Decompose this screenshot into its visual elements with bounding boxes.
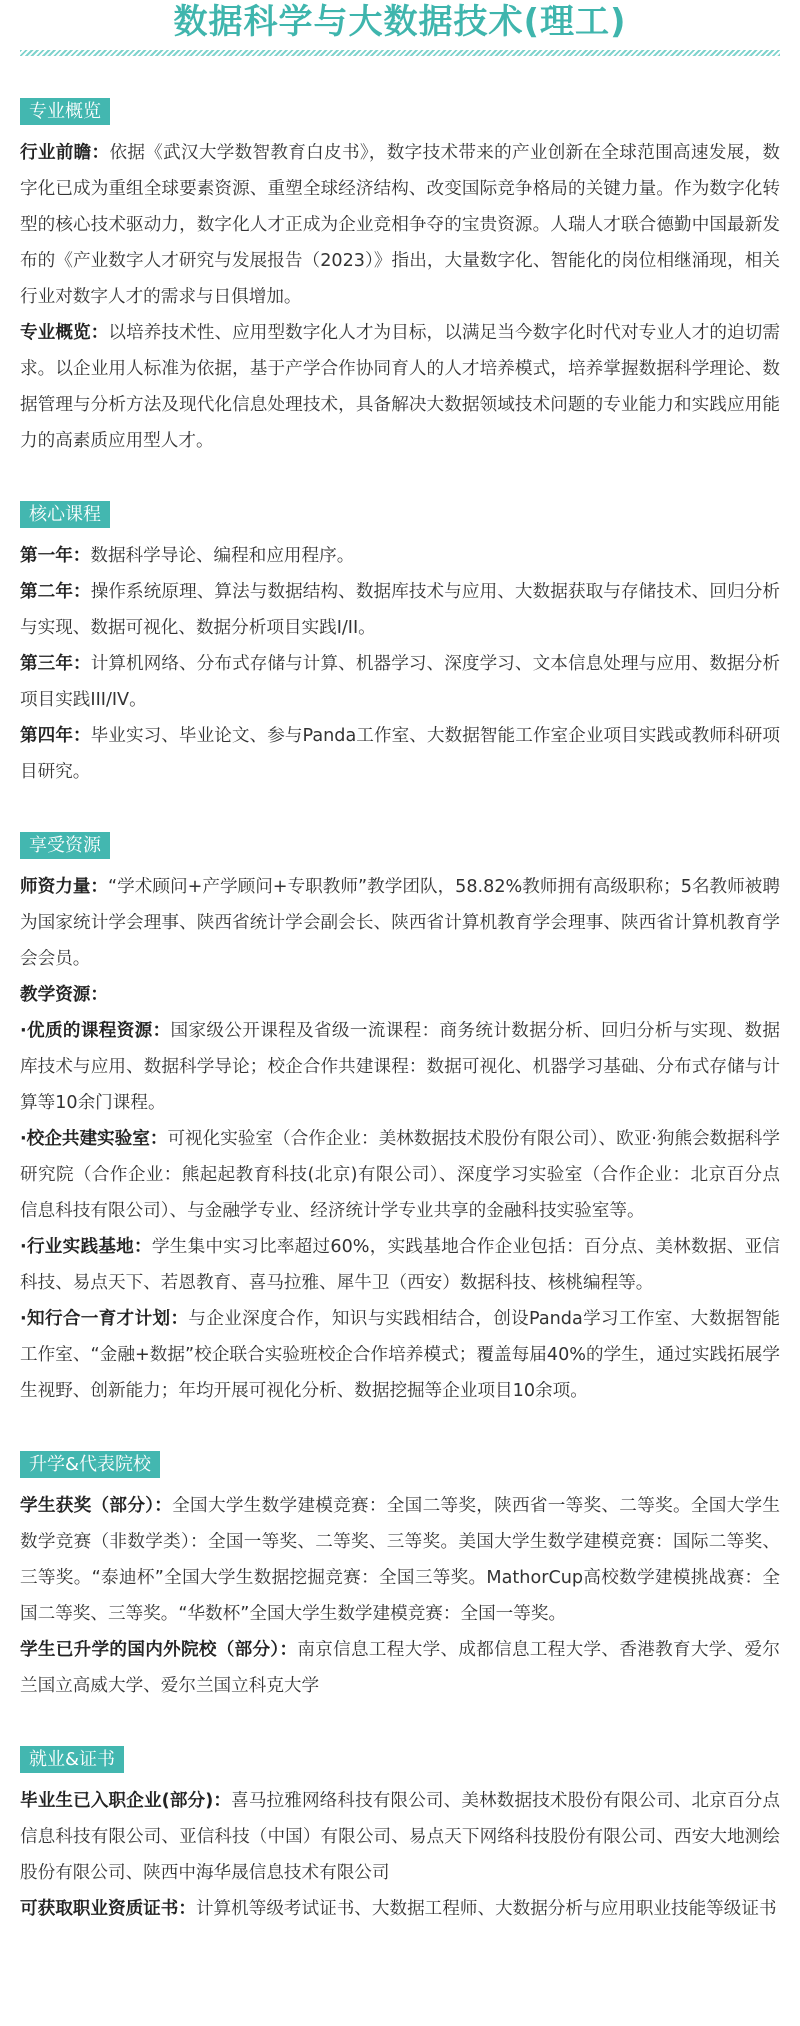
paragraph-text: 喜马拉雅网络科技有限公司、美林数据技术股份有限公司、北京百分点信息科技有限公司、亚信科技（中国）有限公司、易点天下网络科技股份有限公司、西安大地测绘股份有限公司、陕西中海华晟信息技术有限公司 [20, 1791, 780, 1883]
paragraph-label: 第一年： [20, 546, 91, 566]
section-paragraph [20, 1891, 780, 1927]
section-paragraph [20, 1301, 780, 1409]
section-paragraph [20, 574, 780, 646]
section-paragraph [20, 538, 780, 574]
paragraph-label: 第四年： [20, 726, 91, 746]
section-paragraph [20, 1632, 780, 1704]
paragraph-text: 依据《武汉大学数智教育白皮书》，数字技术带来的产业创新在全球范围高速发展，数字化已成为重组全球要素资源、重塑全球经济结构、改变国际竞争格局的关键力量。作为数字化转型的核心技术驱动力，数字化人才正成为企业竞相争夺的宝贵资源。人瑞人才联合德勤中国最新发布的《产业数字人才研究与发展报告（2023）》指出，大量数字化、智能化的岗位相继涌现，相关行业对数字人才的需求与日俱增加。 [20, 143, 780, 307]
section-paragraph [20, 869, 780, 977]
section [20, 501, 780, 790]
section-paragraph [20, 1013, 780, 1121]
paragraph-text: 学生集中实习比率超过60%，实践基地合作企业包括：百分点、美林数据、亚信科技、易点天下、若恩教育、喜马拉雅、犀牛卫（西安）数据科技、核桃编程等。 [20, 1237, 781, 1293]
section-paragraph [20, 718, 780, 790]
paragraph-label: ·知行合一育才计划： [20, 1309, 189, 1329]
paragraph-label: 第三年： [20, 654, 91, 674]
paragraph-label: 学生获奖（部分）： [20, 1496, 173, 1516]
paragraph-text: 国家级公开课程及省级一流课程：商务统计数据分析、回归分析与实现、数据库技术与应用、数据科学导论；校企合作共建课程：数据可视化、机器学习基础、分布式存储与计算等10余门课程。 [20, 1021, 780, 1113]
paragraph-label: 师资力量： [20, 877, 109, 897]
section-paragraph [20, 135, 780, 315]
section-paragraph [20, 315, 780, 459]
section-heading: 专业概览 [20, 98, 110, 125]
section-paragraph [20, 1783, 780, 1891]
paragraph-label: ·行业实践基地： [20, 1237, 152, 1257]
section-heading: 享受资源 [20, 832, 110, 859]
paragraph-label: ·优质的课程资源： [20, 1021, 171, 1041]
paragraph-text: 计算机等级考试证书、大数据工程师、大数据分析与应用职业技能等级证书 [195, 1899, 777, 1919]
section-heading: 核心课程 [20, 501, 110, 528]
section-heading: 就业&证书 [20, 1746, 124, 1773]
paragraph-label: 专业概览： [20, 323, 109, 343]
section [20, 832, 780, 1409]
paragraph-label: ·校企共建实验室： [20, 1129, 168, 1149]
paragraph-text: 计算机网络、分布式存储与计算、机器学习、深度学习、文本信息处理与应用、数据分析项目实践III/IV。 [20, 654, 780, 710]
section-heading: 升学&代表院校 [20, 1451, 160, 1478]
paragraph-label: 教学资源： [20, 985, 108, 1005]
paragraph-text: 与企业深度合作，知识与实践相结合，创设Panda学习工作室、大数据智能工作室、“金融+数据”校企联合实验班校企合作培养模式；覆盖每届40%的学生，通过实践拓展学生视野、创新能力；年均开展可视化分析、数据挖掘等企业项目10余项。 [20, 1309, 780, 1401]
section [20, 1451, 780, 1704]
paragraph-text: 全国大学生数学建模竞赛：全国二等奖，陕西省一等奖、二等奖。全国大学生数学竞赛（非数学类）：全国一等奖、二等奖、三等奖。美国大学生数学建模竞赛：国际二等奖、三等奖。“泰迪杯”全国大学生数据挖掘竞赛：全国三等奖。MathorCup高校数学建模挑战赛：全国二等奖、三等奖。“华数杯”全国大学生数学建模竞赛：全国一等奖。 [20, 1496, 780, 1624]
section-paragraph [20, 1121, 780, 1229]
page-title: 数据科学与大数据技术(理工) [173, 2, 627, 42]
paragraph-label: 学生已升学的国内外院校（部分）： [20, 1640, 298, 1660]
paragraph-text: 可视化实验室（合作企业：美林数据技术股份有限公司）、欧亚·狗熊会数据科学研究院（合作企业：熊起起教育科技(北京)有限公司）、深度学习实验室（合作企业：北京百分点信息科技有限公司）、与金融学专业、经济统计学专业共享的金融科技实验室等。 [20, 1129, 781, 1221]
section-paragraph [20, 977, 780, 1013]
title-divider [20, 50, 780, 56]
paragraph-label: 可获取职业资质证书： [20, 1899, 196, 1919]
section-paragraph [20, 646, 780, 718]
paragraph-label: 第二年： [20, 582, 91, 602]
paragraph-text: 毕业实习、毕业论文、参与Panda工作室、大数据智能工作室企业项目实践或教师科研项目研究。 [20, 726, 780, 782]
section [20, 98, 780, 459]
section-paragraph [20, 1229, 780, 1301]
section-paragraph [20, 1488, 780, 1632]
paragraph-text: 操作系统原理、算法与数据结构、数据库技术与应用、大数据获取与存储技术、回归分析与实现、数据可视化、数据分析项目实践I/II。 [20, 582, 780, 638]
paragraph-text: 以培养技术性、应用型数字化人才为目标，以满足当今数字化时代对专业人才的迫切需求。以企业用人标准为依据，基于产学合作协同育人的人才培养模式，培养掌握数据科学理论、数据管理与分析方法及现代化信息处理技术，具备解决大数据领域技术问题的专业能力和实践应用能力的高素质应用型人才。 [20, 323, 780, 451]
paragraph-text: 南京信息工程大学、成都信息工程大学、香港教育大学、爱尔兰国立高威大学、爱尔兰国立科克大学 [20, 1640, 780, 1696]
section [20, 1746, 780, 1927]
paragraph-text: 数据科学导论、编程和应用程序。 [90, 546, 355, 566]
paragraph-text: “学术顾问+产学顾问+专职教师”教学团队，58.82%教师拥有高级职称；5名教师被聘为国家统计学会理事、陕西省统计学会副会长、陕西省计算机教育学会理事、陕西省计算机教育学会会员。 [20, 877, 780, 969]
paragraph-label: 毕业生已入职企业(部分)： [20, 1791, 232, 1811]
content-sections [20, 98, 780, 1927]
paragraph-label: 行业前瞻： [20, 143, 110, 163]
